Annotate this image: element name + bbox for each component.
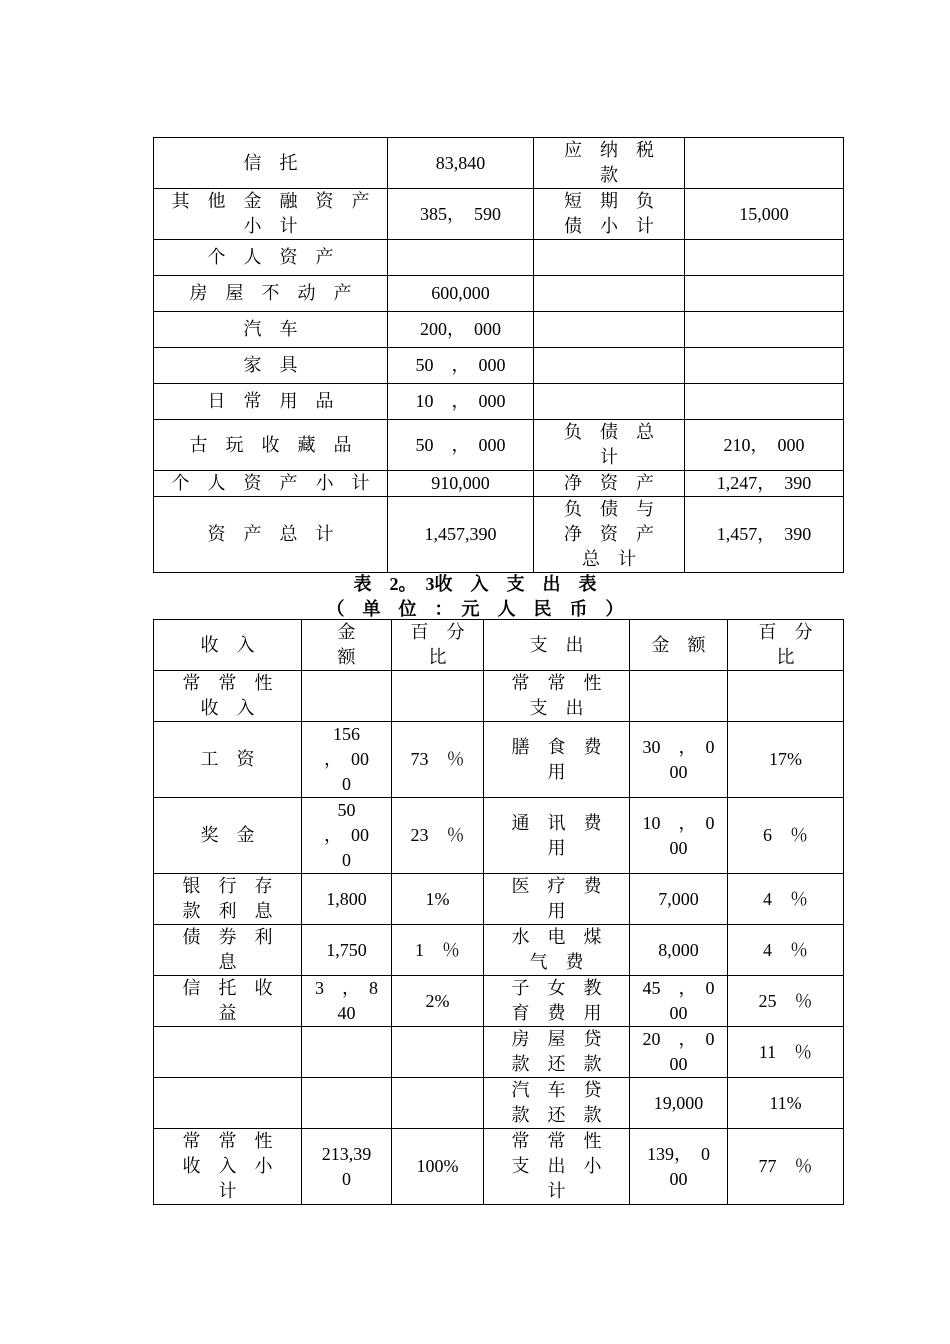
table-row [154, 671, 844, 722]
table-row [154, 348, 844, 384]
table-row [154, 240, 844, 276]
balance-sheet-table [153, 137, 844, 573]
table-cell: 600,000 [388, 276, 534, 312]
table-row [154, 138, 844, 189]
table-row [154, 1027, 844, 1078]
table-cell [630, 671, 728, 722]
table-cell: 负 债 与 净 资 产 总 计 [534, 497, 685, 573]
table-cell: 常 常 性 收 入 [154, 671, 302, 722]
table-row [154, 1129, 844, 1205]
table-cell: 15,000 [685, 189, 844, 240]
table-cell [685, 348, 844, 384]
table-cell: 200， 000 [388, 312, 534, 348]
table-cell: 4 ％ [728, 874, 844, 925]
table-cell: 1,247， 390 [685, 471, 844, 497]
table-cell: 房 屋 贷 款 还 款 [484, 1027, 630, 1078]
table-cell: 910,000 [388, 471, 534, 497]
table-row [154, 420, 844, 471]
table-cell: 个 人 资 产 小 计 [154, 471, 388, 497]
table-cell: 83,840 [388, 138, 534, 189]
table-row [154, 874, 844, 925]
table-cell [302, 1078, 392, 1129]
table-cell [685, 240, 844, 276]
table-cell: 50 ， 000 [388, 348, 534, 384]
table-cell: 11% [728, 1078, 844, 1129]
table-cell: 30 ， 0 00 [630, 722, 728, 798]
table-cell [534, 312, 685, 348]
table-row [154, 497, 844, 573]
income-table-title: 表 2。 3收 入 支 出 表 [353, 574, 597, 594]
table-cell: 210， 000 [685, 420, 844, 471]
column-header: 金 额 [630, 620, 728, 671]
table-cell: 常 常 性 收 入 小 计 [154, 1129, 302, 1205]
table-cell: 资 产 总 计 [154, 497, 388, 573]
table-cell: 银 行 存 款 利 息 [154, 874, 302, 925]
table-cell: 负 债 总 计 [534, 420, 685, 471]
table-cell: 10 ， 000 [388, 384, 534, 420]
table-cell [392, 1027, 484, 1078]
table-cell: 日 常 用 品 [154, 384, 388, 420]
table-cell: 19,000 [630, 1078, 728, 1129]
table-cell [534, 240, 685, 276]
table-cell: 子 女 教 育 费 用 [484, 976, 630, 1027]
table-row [154, 1078, 844, 1129]
table-cell: 1,750 [302, 925, 392, 976]
table-cell: 139， 0 00 [630, 1129, 728, 1205]
table-cell: 个 人 资 产 [154, 240, 388, 276]
table-cell: 通 讯 费 用 [484, 798, 630, 874]
table-row [154, 189, 844, 240]
table-cell: 1 ％ [392, 925, 484, 976]
table-cell: 7,000 [630, 874, 728, 925]
table-cell: 汽 车 [154, 312, 388, 348]
table-cell [388, 240, 534, 276]
table-cell [685, 384, 844, 420]
table-cell: 应 纳 税 款 [534, 138, 685, 189]
table-cell: 23 ％ [392, 798, 484, 874]
income-expense-table [153, 619, 844, 1205]
table-cell: 膳 食 费 用 [484, 722, 630, 798]
table-cell: 213,39 0 [302, 1129, 392, 1205]
table-cell [534, 384, 685, 420]
table-row [154, 976, 844, 1027]
table-cell: 50 ， 00 0 [302, 798, 392, 874]
table-cell: 156 ， 00 0 [302, 722, 392, 798]
table-header-row [154, 620, 844, 671]
table-cell: 10 ， 0 00 [630, 798, 728, 874]
table-cell: 4 ％ [728, 925, 844, 976]
table-cell [728, 671, 844, 722]
table-cell: 短 期 负 债 小 计 [534, 189, 685, 240]
table-cell [685, 138, 844, 189]
table-cell [534, 276, 685, 312]
table-row [154, 312, 844, 348]
table-cell: 其 他 金 融 资 产 小 计 [154, 189, 388, 240]
table-cell: 1% [392, 874, 484, 925]
table-row [154, 798, 844, 874]
table-cell [685, 276, 844, 312]
table-cell: 385， 590 [388, 189, 534, 240]
table-cell: 常 常 性 支 出 [484, 671, 630, 722]
table-cell: 常 常 性 支 出 小 计 [484, 1129, 630, 1205]
table-cell: 73 ％ [392, 722, 484, 798]
table-cell: 6 ％ [728, 798, 844, 874]
column-header: 百 分 比 [392, 620, 484, 671]
table-cell [392, 671, 484, 722]
table-cell: 债 券 利 息 [154, 925, 302, 976]
table-cell: 45 ， 0 00 [630, 976, 728, 1027]
table-cell: 17% [728, 722, 844, 798]
table-row [154, 384, 844, 420]
table-cell: 古 玩 收 藏 品 [154, 420, 388, 471]
column-header: 金 额 [302, 620, 392, 671]
table-cell: 25 ％ [728, 976, 844, 1027]
table-cell: 汽 车 贷 款 还 款 [484, 1078, 630, 1129]
table-row [154, 276, 844, 312]
table-cell [302, 1027, 392, 1078]
table-cell [685, 312, 844, 348]
table-cell: 77 ％ [728, 1129, 844, 1205]
table-cell: 50 ， 000 [388, 420, 534, 471]
table-cell: 20 ， 0 00 [630, 1027, 728, 1078]
table-cell: 1,457,390 [388, 497, 534, 573]
income-table-unit: （ 单 位 ： 元 人 民 币 ） [326, 599, 624, 619]
table-cell: 医 疗 费 用 [484, 874, 630, 925]
table-cell: 11 ％ [728, 1027, 844, 1078]
column-header: 支 出 [484, 620, 630, 671]
table-cell: 信 托 [154, 138, 388, 189]
table-cell [534, 348, 685, 384]
table-cell: 奖 金 [154, 798, 302, 874]
table-cell: 水 电 煤 气 费 [484, 925, 630, 976]
column-header: 收 入 [154, 620, 302, 671]
table-cell [392, 1078, 484, 1129]
table-cell: 净 资 产 [534, 471, 685, 497]
table-cell: 3 ， 8 40 [302, 976, 392, 1027]
table-row [154, 925, 844, 976]
table-cell: 家 具 [154, 348, 388, 384]
table-cell [302, 671, 392, 722]
table-cell: 2% [392, 976, 484, 1027]
table-row [154, 471, 844, 497]
table-cell: 1,800 [302, 874, 392, 925]
table-cell [154, 1027, 302, 1078]
table-cell: 100% [392, 1129, 484, 1205]
table-cell: 房 屋 不 动 产 [154, 276, 388, 312]
table-cell: 1,457， 390 [685, 497, 844, 573]
table-row [154, 722, 844, 798]
table-cell: 工 资 [154, 722, 302, 798]
table-cell: 8,000 [630, 925, 728, 976]
table-cell: 信 托 收 益 [154, 976, 302, 1027]
table-cell [154, 1078, 302, 1129]
column-header: 百 分 比 [728, 620, 844, 671]
